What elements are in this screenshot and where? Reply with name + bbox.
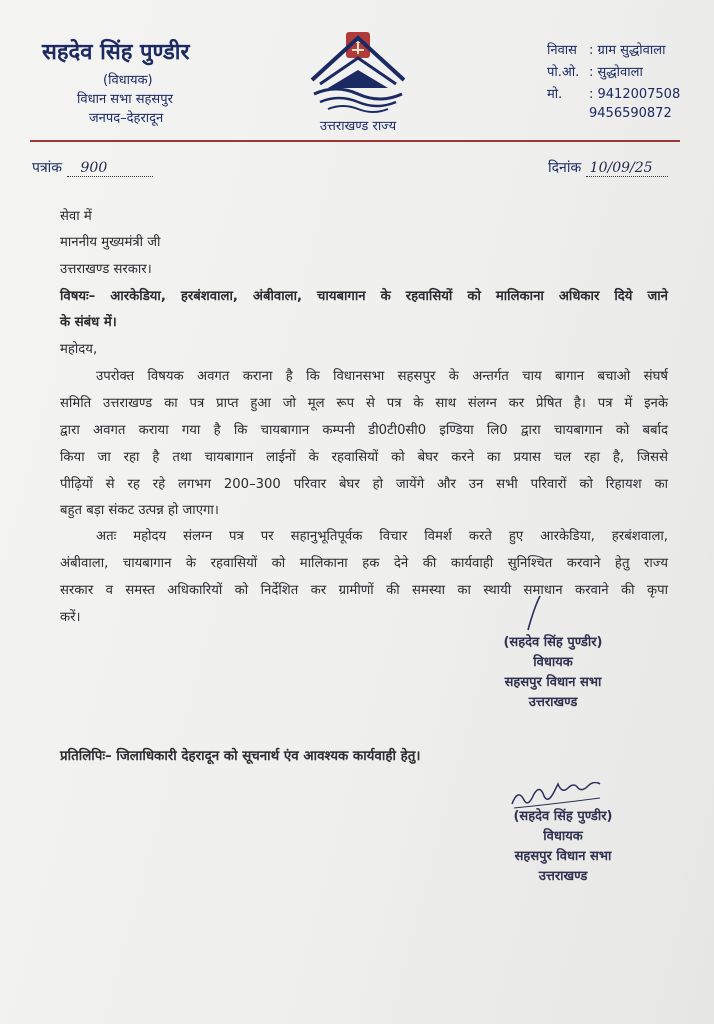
paragraph-line: सरकार व समस्त अधिकारियों को निर्देशित कर ग्रामीणों की समस्या का स्थायी समाधान करवाने की कृपा (60, 583, 668, 598)
address-value: : ग्राम सुद्धोवाला (589, 43, 666, 58)
paragraph-line: अंबीवाला, चायबागान के रहवासियों को मालिकाना हक देने की कार्यवाही सुनिश्चित करवाने हेतु राज्य (60, 556, 668, 571)
paragraph-line: किया जा रहा है तथा चायबागान लाईनों के रहवासियों को बेघर करने का प्रयास चल रहा है, जिससे (60, 450, 668, 465)
paragraph-line: द्वारा अवगत कराया गया है कि चायबागान कम्पनी डी0टी0सी0 इण्डिया लि0 द्वारा चायबागान को बर्बाद (60, 423, 668, 438)
address-post (547, 62, 643, 80)
letter-date (548, 158, 668, 177)
letterhead-divider (30, 140, 680, 142)
signature-constituency: सहसपुर विधान सभा (504, 675, 602, 690)
address-label: पो.ओ. (547, 65, 580, 80)
paragraph-line: समिति उत्तराखण्ड का पत्र प्राप्त हुआ जो मूल रूप से पत्र के साथ संलग्न कर प्रेषित है। पत्र में इनके (60, 396, 668, 411)
salutation: महोदय, (60, 342, 98, 357)
paragraph-line: बहुत बड़ा संकट उत्पन्न हो जाएगा। (60, 503, 219, 518)
state-label: उत्तराखण्ड राज्य (319, 119, 397, 134)
signature-title: विधायक (543, 829, 583, 844)
reference-number (32, 158, 153, 177)
address-mobile (547, 84, 680, 102)
address-value: : सुद्धोवाला (589, 65, 643, 80)
uttarakhand-emblem-icon (306, 28, 410, 114)
address-value: : 9412007508 (589, 87, 681, 102)
address-residence (547, 40, 665, 58)
date-value: 10/09/25 (589, 160, 653, 176)
subject-line: के संबंध में। (60, 315, 117, 330)
paragraph-line: करें। (60, 610, 81, 625)
signature-name: (सहदेव सिंह पुण्डीर) (513, 809, 613, 824)
reference-label: पत्रांक (32, 160, 63, 176)
reference-value: 900 (80, 160, 108, 176)
address-mobile-2 (547, 106, 672, 121)
signature-name: (सहदेव सिंह पुण्डीर) (503, 635, 603, 650)
paragraph-line: पीढ़ियों से रह रहे लगभग 200–300 परिवार बेघर हो जायेंगे और उन सभी परिवारों को रिहायश का (60, 477, 668, 492)
date-label: दिनांक (548, 160, 582, 176)
signature-state: उत्तराखण्ड (538, 869, 588, 884)
recipient-line: उत्तराखण्ड सरकार। (60, 262, 152, 277)
recipient-line: सेवा में (60, 209, 92, 224)
copy-to-line: प्रतिलिपिः– जिलाधिकारी देहरादून को सूचनार्थ एंव आवश्यक कार्यवाही हेतु। (60, 749, 421, 764)
signature-title: विधायक (533, 655, 573, 670)
address-label: निवास (547, 43, 577, 58)
signature-state: उत्तराखण्ड (528, 695, 578, 710)
subject-line: विषयः– आरकेडिया, हरबंशवाला, अंबीवाला, चायबागान के रहवासियों को मालिकाना अधिकार दिये जाने (60, 289, 668, 304)
paragraph-line: अतः महोदय संलग्न पत्र पर सहानुभूतिपूर्वक विचार विमर्श करते हुए आरकेडिया, हरबंशवाला, (96, 529, 668, 544)
paragraph-line: उपरोक्त विषयक अवगत कराना है कि विधानसभा सहसपुर के अन्तर्गत चाय बागान बचाओ संघर्ष (96, 369, 668, 384)
mla-district: जनपद–देहरादून (89, 111, 164, 126)
signature-stroke-icon (512, 592, 552, 636)
mla-constituency: विधान सभा सहसपुर (77, 92, 173, 107)
recipient-line: माननीय मुख्यमंत्री जी (60, 235, 161, 250)
signature-constituency: सहसपुर विधान सभा (514, 849, 612, 864)
mla-designation: (विधायक) (103, 73, 153, 88)
address-label: मो. (547, 87, 563, 102)
address-value: 9456590872 (589, 106, 672, 121)
mla-name: सहदेव सिंह पुण्डीर (42, 40, 190, 65)
